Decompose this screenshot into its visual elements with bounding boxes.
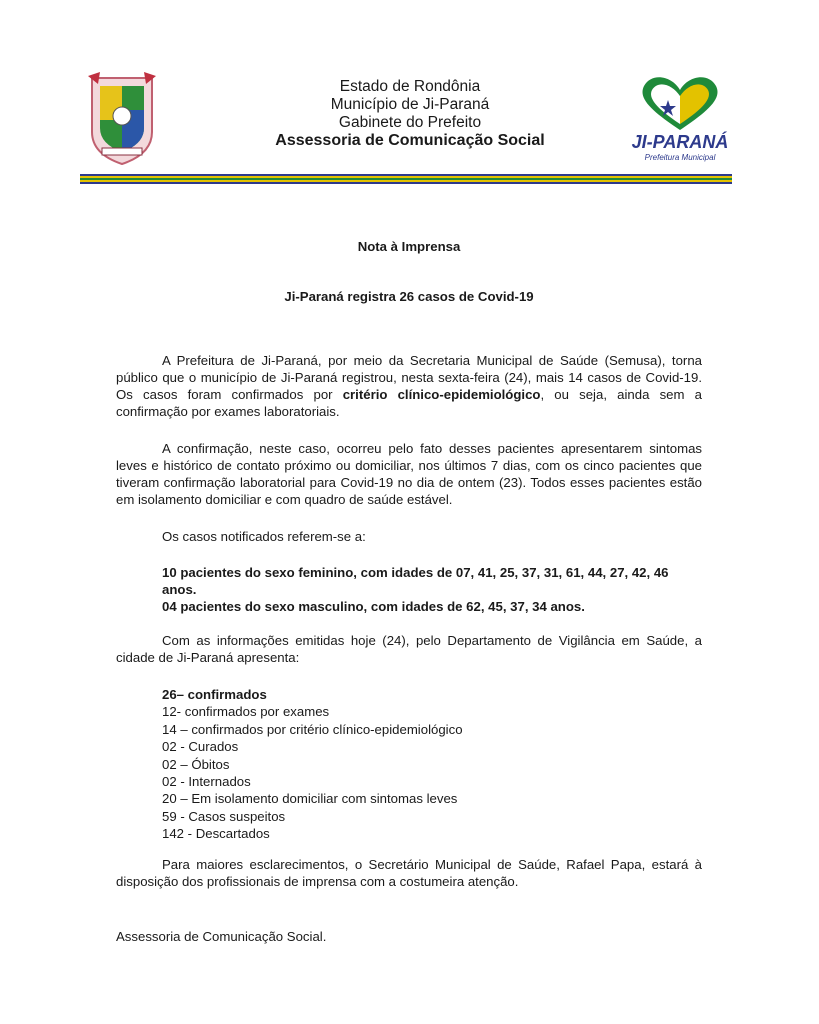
list-item: 142 - Descartados	[162, 826, 270, 842]
male-cases: 04 pacientes do sexo masculino, com idades de 62, 45, 37, 34 anos.	[162, 599, 585, 614]
letterhead	[0, 0, 819, 200]
svg-text:JI-PARANÁ: JI-PARANÁ	[631, 132, 729, 152]
paragraph-1-bold: critério clínico-epidemiológico	[342, 387, 541, 402]
paragraph-3: Os casos notificados referem-se a:	[162, 529, 366, 544]
office-name: Gabinete do Prefeito	[338, 114, 482, 131]
coat-of-arms-icon	[86, 70, 158, 166]
paragraph-7: Para maiores esclarecimentos, o Secretário Municipal de Saúde, Rafael Papa, estará à disposição dos profissionais de imprensa com a costumeira atenção.	[116, 857, 702, 889]
signature: Assessoria de Comunicação Social.	[116, 929, 327, 944]
paragraph-1	[116, 352, 702, 420]
list-item: 59 - Casos suspeitos	[162, 808, 286, 824]
state-name: Estado de Rondônia	[339, 78, 481, 95]
paragraph-6: Com as informações emitidas hoje (24), pelo Departamento de Vigilância em Saúde, a cidade de Ji-Paraná apresenta:	[116, 633, 702, 665]
case-summary-list	[162, 686, 463, 843]
list-item: 02 – Óbitos	[162, 756, 230, 772]
list-heading: 26– confirmados	[162, 687, 267, 702]
document-heading: Nota à Imprensa	[357, 239, 461, 254]
municipality-name: Município de Ji-Paraná	[330, 96, 490, 113]
letterhead-text	[240, 78, 580, 150]
department-name: Assessoria de Comunicação Social	[275, 132, 545, 149]
list-item: 14 – confirmados por critério clínico-epidemiológico	[162, 721, 463, 737]
paragraph-1-end: , ou seja, ainda sem a confirmação por exames laboratoriais.	[116, 387, 702, 419]
paragraph-2: A confirmação, neste caso, ocorreu pelo fato desses pacientes apresentarem sintomas leves e histórico de contato próximo ou domiciliar, nos últimos 7 dias, com os cinco pacientes que tiveram confirmação laboratorial para Covid-19 no dia de ontem (23). Todos esses pacientes estão em isolamento domiciliar e com quadro de saúde estável.	[116, 441, 702, 507]
svg-text:Prefeitura Municipal: Prefeitura Municipal	[644, 153, 716, 162]
list-item: 02 - Internados	[162, 774, 251, 790]
list-item: 12- confirmados por exames	[162, 704, 330, 720]
paragraph-1-text: A Prefeitura de Ji-Paraná, por meio da Secretaria Municipal de Saúde (Semusa), torna público que o município de Ji-Paraná registrou, nesta sexta-feira (24), mais 14 casos de Covid-19. Os casos foram confirmados por	[116, 353, 702, 402]
header-stripes	[80, 174, 732, 184]
city-logo-icon	[620, 70, 740, 165]
female-cases: 10 pacientes do sexo feminino, com idades de 07, 41, 25, 37, 31, 61, 44, 27, 42, 46 anos.	[162, 565, 669, 597]
list-item: 20 – Em isolamento domiciliar com sintomas leves	[162, 791, 458, 807]
list-item: 02 - Curados	[162, 739, 239, 755]
document-title: Ji-Paraná registra 26 casos de Covid-19	[284, 289, 534, 304]
